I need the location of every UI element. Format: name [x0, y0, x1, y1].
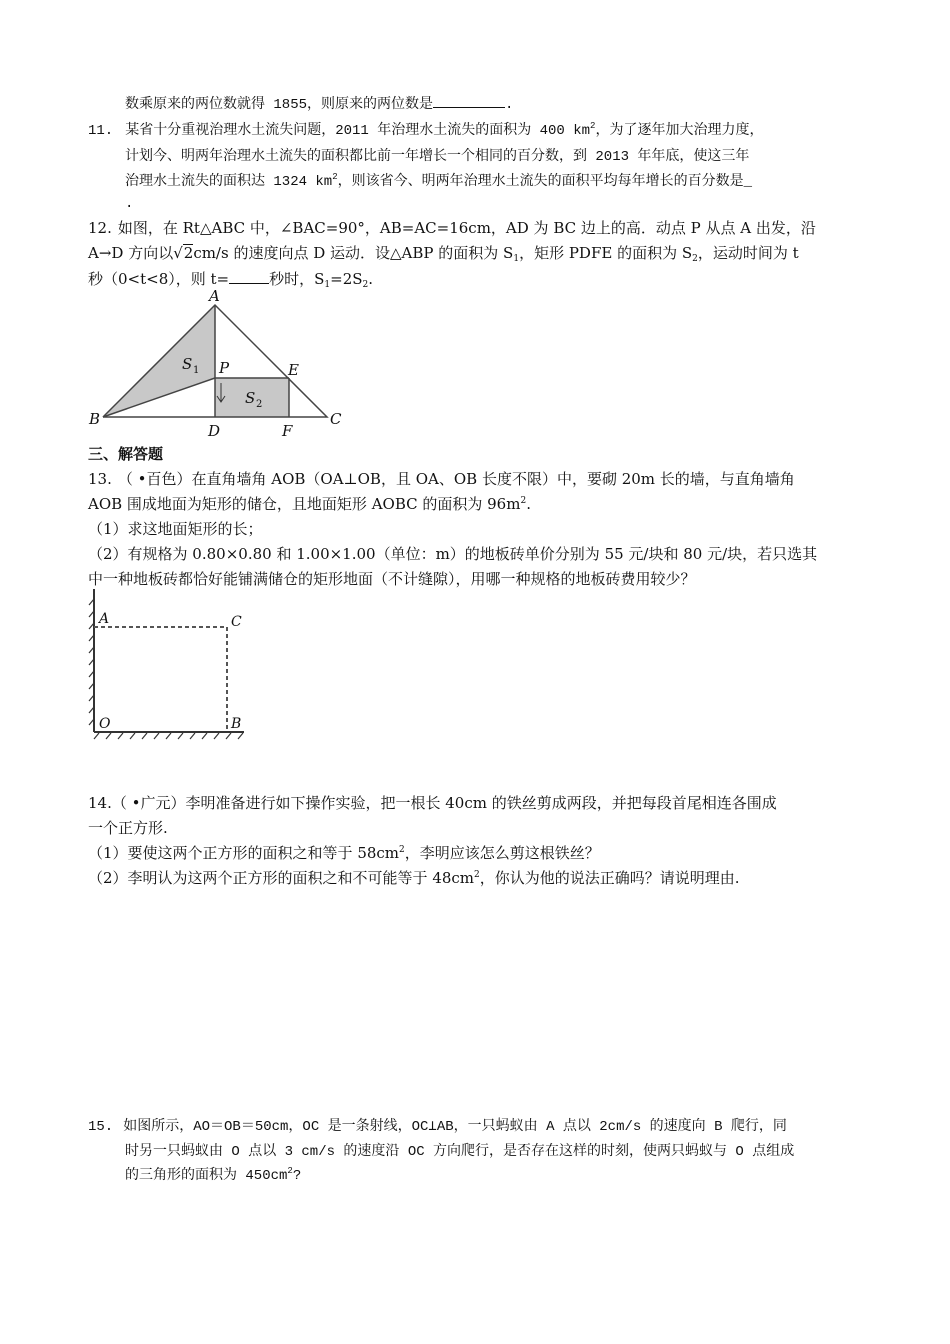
question-number: 15. [88, 1119, 114, 1135]
q13-text: （ •百色）在直角墙角 AOB（OA⊥OB，且 OA、OB 长度不限）中，要砌 20m 长的墙，与直角墙角 [117, 470, 795, 488]
superscript: 2 [332, 172, 338, 182]
label-s2-sub: 2 [256, 399, 263, 410]
q12-text: ，运动时间为 t [697, 244, 799, 262]
q15-line3 [125, 1166, 301, 1186]
question-number: 11. [88, 123, 114, 139]
q11-text: ，则该省今、明两年治理水土流失的面积平均每年增长的百分数是_ [337, 174, 753, 190]
label-d: D [208, 422, 221, 440]
q14-text: ，你认为他的说法正确吗？请说明理由. [479, 869, 740, 887]
q12-text: 如图，在 Rt△ABC 中，∠BAC=90°，AB=AC=16cm，AD 为 BC 边上的高．动点 P 从点 A 出发，沿 [117, 219, 816, 237]
label-a: A [209, 287, 220, 305]
label-s1: S [182, 355, 193, 373]
q11-text: ，为了逐年加大治理力度， [595, 123, 764, 139]
subscript: 2 [362, 280, 369, 290]
q14-text: 一个正方形. [88, 819, 168, 837]
q12-text: =2S [330, 270, 363, 288]
q11-text: 计划今、明两年治理水土流失的面积都比前一年增长一个相同的百分数，到 2013 年年底，使这三年 [125, 149, 750, 165]
q13-part2-line1 [88, 544, 817, 564]
q10-text: 数乘原来的两位数就得 1855，则原来的两位数是 [125, 97, 434, 113]
q11-text: 某省十分重视治理水土流失问题，2011 年治理水土流失的面积为 400 km [125, 123, 591, 139]
label-b: B [89, 410, 101, 428]
label-f: F [282, 422, 293, 440]
q12-text: A→D 方向以 [88, 244, 174, 262]
q13-text: . [526, 495, 531, 513]
q13-line2 [88, 494, 531, 514]
q13-part1 [88, 519, 263, 539]
q15-text: ? [292, 1168, 302, 1184]
q12-text: ，矩形 PDFE 的面积为 S [519, 244, 693, 262]
q12-text: 秒（0<t<8），则 t= [88, 270, 230, 288]
q13-text: 中一种地板砖都恰好能铺满储仓的矩形地面（不计缝隙），用哪一种规格的地板砖费用较少？ [88, 570, 696, 588]
q15-text: 如图所示，AO＝OB＝50cm，OC 是一条射线，OC⊥AB，一只蚂蚁由 A 点以 2cm/s 的速度向 B 爬行，同 [123, 1119, 787, 1135]
question-number: 12. [88, 219, 112, 237]
q12-text: cm/s 的速度向点 D 运动．设△ABP 的面积为 S [193, 244, 514, 262]
superscript: 2 [399, 845, 405, 855]
subscript: 2 [692, 254, 698, 264]
q12-text: 秒时，S [269, 270, 325, 288]
q12-line2 [88, 243, 799, 263]
q13-text: （1）求这地面矩形的长； [88, 520, 263, 538]
question-number: 14. [88, 794, 112, 812]
superscript: 2 [590, 121, 596, 131]
q11-line4 [125, 194, 133, 214]
q11-text: . [125, 196, 134, 212]
answer-blank [229, 269, 269, 284]
q13-text: （2）有规格为 0.80×0.80 和 1.00×1.00（单位：m）的地板砖单价分别为 55 元/块和 80 元/块，若只选其 [88, 545, 818, 563]
triangle-figure [85, 285, 355, 440]
q12-line1 [88, 218, 816, 238]
q14-text: （2）李明认为这两个正方形的面积之和不可能等于 48cm [88, 869, 475, 887]
label-s1-sub: 1 [193, 365, 200, 376]
q13-text: AOB 围成地面为矩形的储仓，且地面矩形 AOBC 的面积为 96m [88, 495, 521, 513]
q11-line1 [88, 121, 763, 141]
label-o: O [99, 716, 111, 732]
q13-line1 [88, 469, 795, 489]
q14-text: （1）要使这两个正方形的面积之和等于 58cm [88, 844, 400, 862]
label-p: P [219, 359, 230, 377]
label-b: B [231, 716, 242, 732]
q15-text: 时另一只蚂蚁由 O 点以 3 cm/s 的速度沿 OC 方向爬行，是否存在这样的时刻，使两只蚂蚁与 O 点组成 [125, 1144, 795, 1160]
superscript: 2 [520, 496, 527, 506]
q14-text: ，李明应该怎么剪这根铁丝？ [404, 844, 600, 862]
superscript: 2 [474, 870, 480, 880]
q15-line1 [88, 1117, 787, 1137]
q15-line2 [125, 1142, 794, 1162]
q14-text: （ •广元）李明准备进行如下操作实验，把一根长 40cm 的铁丝剪成两段，并把每段首尾相连各围成 [111, 794, 777, 812]
q10-tail [125, 93, 513, 115]
q11-text: 治理水土流失的面积达 1324 km [125, 174, 333, 190]
question-number: 13. [88, 470, 112, 488]
label-c: C [231, 614, 242, 630]
q15-text: 的三角形的面积为 450cm [125, 1168, 288, 1184]
subscript: 1 [513, 254, 520, 264]
wall-corner-figure [80, 585, 260, 745]
subscript: 1 [324, 280, 331, 290]
q10-end: . [505, 97, 514, 113]
q11-line2 [125, 147, 749, 167]
q14-line1 [88, 793, 777, 813]
q12-text: . [368, 270, 374, 288]
q14-part2 [88, 868, 740, 888]
q14-part1 [88, 843, 600, 863]
q11-line3 [125, 172, 752, 192]
sqrt-symbol: √ [173, 244, 183, 262]
superscript: 2 [287, 1166, 293, 1176]
label-a: A [99, 611, 110, 627]
label-s2: S [245, 389, 256, 407]
answer-blank [433, 93, 505, 108]
label-e: E [288, 361, 299, 379]
label-c: C [330, 410, 342, 428]
sqrt-radicand: 2 [183, 244, 194, 262]
q14-line2 [88, 818, 168, 838]
section-heading: 三、解答题 [88, 445, 164, 463]
